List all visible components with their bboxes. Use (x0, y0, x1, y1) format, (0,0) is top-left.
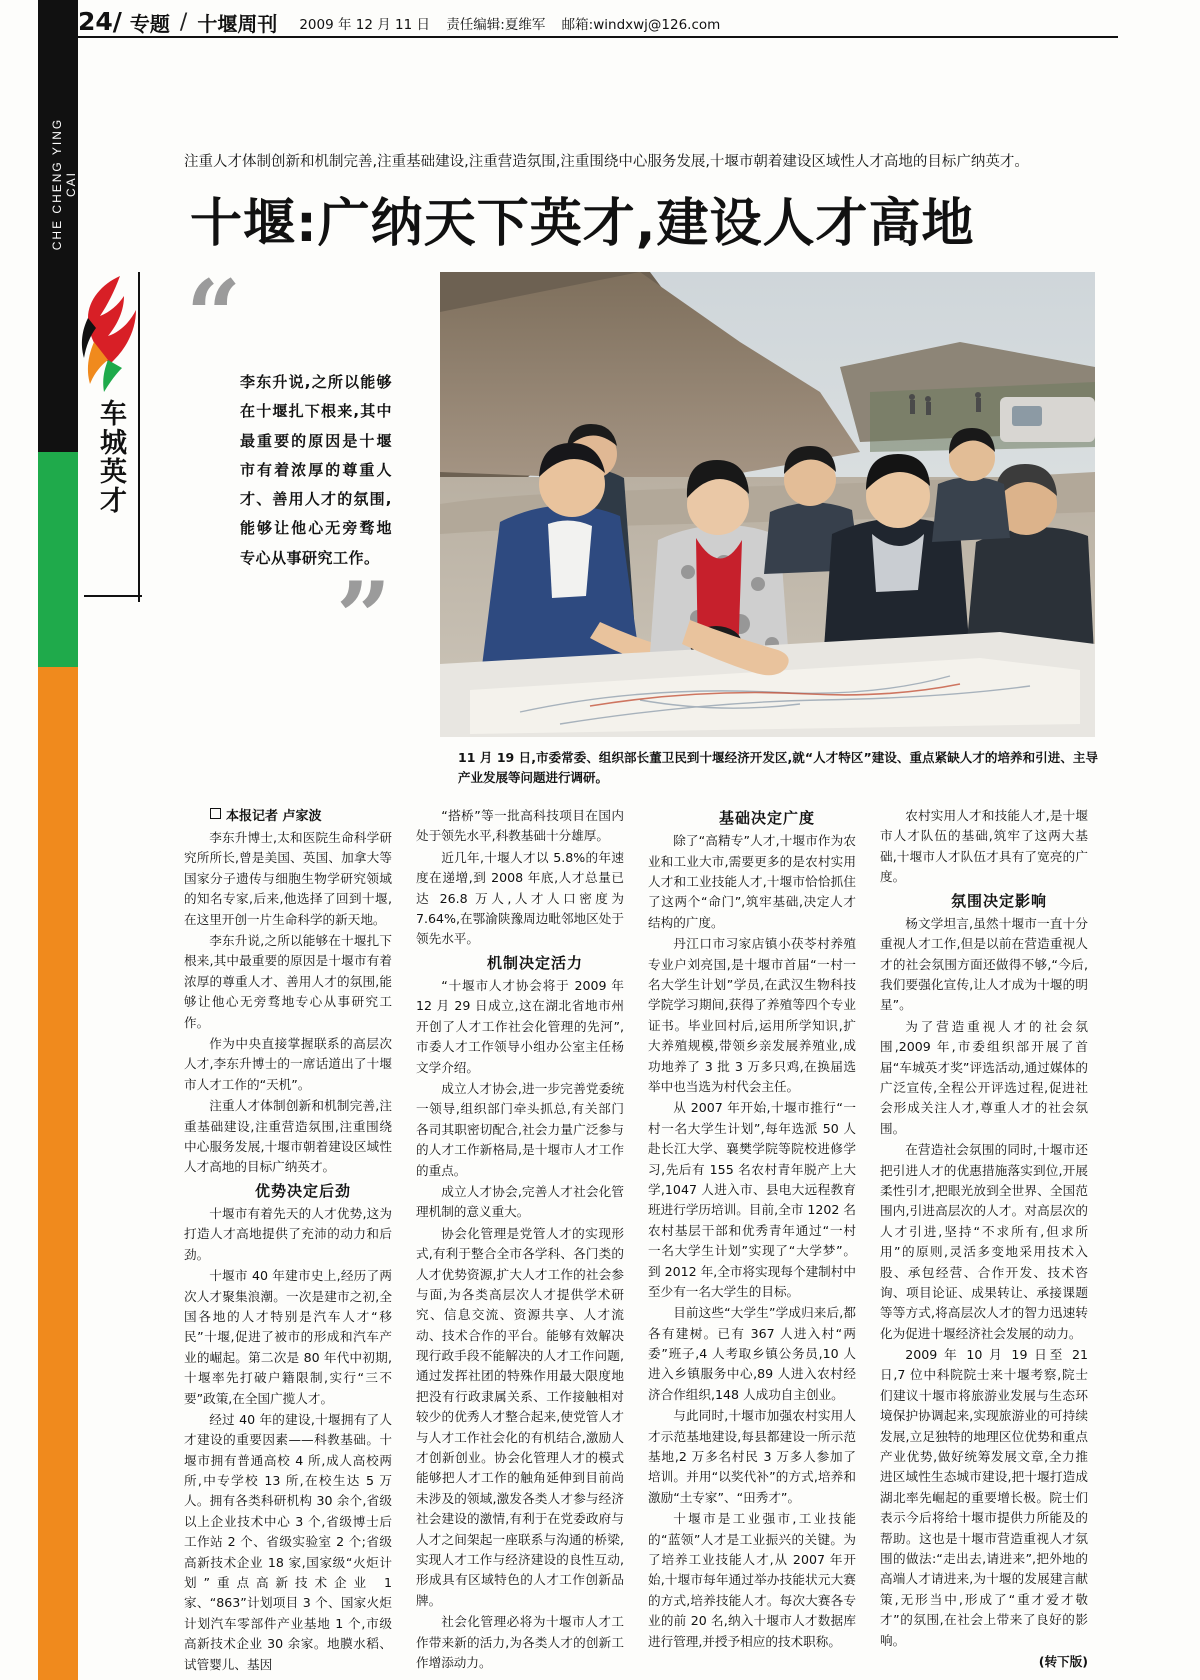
text-column-2 (416, 806, 624, 1670)
byline (184, 806, 392, 827)
sidebar-band-orange (38, 667, 78, 1680)
page-number: 24/ (78, 7, 122, 36)
publication-title: 十堰周刊 (197, 12, 278, 36)
quote-mark-close: ” (336, 561, 392, 674)
paragraph: “十堰市人才协会将于 2009 年 12 月 29 日成立,这在湖北省地市州开创了人才工作社会化管理的先河”,市委人才工作领导小组办公室主任杨文学介绍。 (416, 978, 624, 1075)
section-name: 专题 (129, 12, 170, 36)
continuation-note: (转下版) (1038, 1653, 1088, 1669)
vlabel-char-1: 车 (100, 399, 128, 430)
vertical-rule-cap (84, 595, 142, 597)
paragraph: 十堰市是工业强市,工业技能的“蓝领”人才是工业振兴的关键。为了培养工业技能人才,从 2007 年开始,十堰市每年通过举办技能状元大赛的方式,培养技能人才。每次大赛各专业的前 20 名,纳入十堰市人才数据库进行管理,并授予相应的技术职称。 (648, 1511, 856, 1649)
color-sidebar (38, 0, 78, 1680)
paragraph: 李东升博士,太和医院生命科学研究所所长,曾是美国、英国、加拿大等国家分子遗传与细胞生物学研究领域的知名专家,后来,他选择了回到十堰,在这里开创一片生命科学的新天地。 (184, 830, 392, 927)
subheading: 机制决定活力 (486, 953, 583, 972)
paragraph: 成立人才协会,完善人才社会化管理机制的意义重大。 (416, 1183, 624, 1220)
lead-paragraph: 注重人才体制创新和机制完善,注重基础建设,注重营造氛围,注重围绕中心服务发展,十堰市朝着建设区域性人才高地的目标广纳英才。 (184, 154, 1029, 170)
vlabel-char-3: 英 (100, 457, 128, 489)
quote-mark-open: “ (186, 259, 242, 372)
masthead-separator: / (179, 10, 188, 35)
editor-credit: 责任编辑:夏维军 (446, 16, 546, 33)
paragraph: “搭桥”等一批高科技项目在国内处于领先水平,科教基础十分雄厚。 (416, 808, 624, 844)
article-body (184, 806, 1114, 1672)
vertical-rule (138, 272, 140, 602)
paragraph: 李东升说,之所以能够在十堰扎下根来,其中最重要的原因是十堰市有着浓厚的尊重人才、善用人才的氛围,能够让他心无旁骛地专心从事研究工作。 (184, 933, 392, 1030)
vlabel-char-4: 才 (100, 486, 128, 518)
vlabel-char-2: 城 (100, 428, 128, 460)
paragraph: 从 2007 年开始,十堰市推行“一村一名大学生计划”,每年选派 50 人赴长江大学、襄樊学院等院校进修学习,先后有 155 名农村青年脱产上大学,1047 人进入市、县电大远程教育班进行学历培训。目前,全市 1202 名农村基层干部和优秀青年通过“一村一名大学生计划”实现了“大学梦”。到 2012 年,全市将实现每个建制村中至少有一名大学生的目标。 (648, 1100, 856, 1299)
article-headline: 十堰:广纳天下英才,建设人才高地 (190, 194, 975, 254)
paragraph: 在营造社会氛围的同时,十堰市还把引进人才的优惠措施落实到位,开展柔性引才,把眼光放到全世界、全国范围内,引进高层次的人才。对高层次的人才引进,坚持“不求所有,但求所用”的原则,灵活多变地采用技术入股、承包经营、合作开发、技术咨询、项目论证、成果转让、承接课题等等方式,将高层次人才的智力迅速转化为促进十堰经济社会发展的动力。 (880, 1142, 1088, 1341)
text-column-1 (184, 806, 392, 1672)
editor-email: 邮箱:windxwj@126.com (561, 16, 721, 33)
masthead-meta (299, 16, 732, 35)
photo-caption: 11 月 19 日,市委常委、组织部长董卫民到十堰经济开发区,就“人才特区”建设、重点紧缺人才的培养和引进、主导产业发展等问题进行调研。 (458, 750, 1098, 785)
flame-bird-logo (74, 272, 144, 397)
sidebar-band-black (38, 0, 78, 452)
paragraph: 为了营造重视人才的社会氛围,2009 年,市委组织部开展了首届“车城英才奖”评选活动,通过媒体的广泛宣传,全程公开评选过程,促进社会形成关注人才,尊重人才的社会氛围。 (880, 1018, 1088, 1136)
byline-text: 本报记者 卢家波 (226, 809, 322, 824)
text-column-4 (880, 806, 1088, 1669)
byline-box-icon (210, 808, 221, 819)
paragraph: 2009 年 10 月 19 日至 21 日,7 位中科院院士来十堰考察,院士们建议十堰市将旅游业发展与生态环境保护协调起来,实现旅游业的可持续发展,立足独特的地理区位优势和重点产业优势,做好统筹发展文章,全力推进区域性生态城市建设,把十堰打造成湖北率先崛起的重要增长极。院士们表示今后将给十堰市提供力所能及的帮助。这也是十堰市营造重视人才氛围的做法:“走出去,请进来”,把外地的高端人才请进来,为十堰的发展建言献策,无形当中,形成了“重才爱才敬才”的氛围,在社会上带来了良好的影响。 (880, 1347, 1088, 1648)
paragraph: 与此同时,十堰市加强农村实用人才示范基地建设,每县都建设一所示范基地,2 万多名村民 3 万多人参加了培训。并用“以奖代补”的方式,培养和激励“土专家”、“田秀才”。 (648, 1408, 856, 1505)
subheading: 氛围决定影响 (950, 891, 1047, 910)
paragraph: 协会化管理是党管人才的实现形式,有利于整合全市各学科、各门类的人才优势资源,扩大人才工作的社会参与面,为各类高层次人才提供学术研究、信息交流、资源共享、人才流动、技术合作的平台。能够有效解决现行政手段不能解决的人才工作问题,通过发挥社团的特殊作用最大限度地把没有行政隶属关系、工作接触相对较少的优秀人才整合起来,使党管人才与人才工作社会化的有机结合,激励人才创新创业。协会化管理人才的模式能够把人才工作的触角延伸到目前尚未涉及的领域,激发各类人才参与经济社会建设的激情,有利于在党委政府与人才之间架起一座联系与沟通的桥梁,实现人才工作与经济建设的良性互动,形成具有区域特色的人才工作创新品牌。 (416, 1225, 624, 1608)
photo-illustration (440, 272, 1095, 737)
paragraph: 除了“高精专”人才,十堰市作为农业和工业大市,需要更多的是农村实用人才和工业技能人才,十堰市恰恰抓住了这两个“命门”,筑牢基础,决定人才结构的广度。 (648, 833, 856, 930)
publish-date: 2009 年 12 月 11 日 (299, 16, 431, 33)
paragraph: 农村实用人才和技能人才,是十堰市人才队伍的基础,筑牢了这两大基础,十堰市人才队伍才具有了宽亮的广度。 (880, 808, 1088, 885)
paragraph: 十堰市有着先天的人才优势,这为打造人才高地提供了充沛的动力和后劲。 (184, 1205, 392, 1262)
masthead-rule (78, 36, 1118, 38)
paragraph: 近几年,十堰人才以 5.8%的年速度在递增,到 2008 年底,人才总量已达 26.8 万人,人才人口密度为 7.64%,在鄂渝陕豫周边毗邻地区处于领先水平。 (416, 849, 624, 947)
masthead (78, 4, 1118, 34)
text-column-3 (648, 806, 856, 1649)
paragraph: 杨文学坦言,虽然十堰市一直十分重视人才工作,但是以前在营造重视人才的社会氛围方面还做得不够,“今后,我们要强化宣传,让人才成为十堰的明星”。 (880, 915, 1088, 1013)
sidebar-band-green (38, 452, 78, 667)
paragraph: 丹江口市习家店镇小茯苓村养殖专业户刘亮国,是十堰市首届“一村一名大学生计划”学员,在武汉生物科技学院学习期间,获得了养殖等四个专业证书。毕业回村后,运用所学知识,扩大养殖规模,带领乡亲发展养殖业,成功地养了 3 批 3 万多只鸡,在换届选举中也当选为村代会主任。 (648, 936, 856, 1094)
paragraph: 作为中央直接掌握联系的高层次人才,李东升博士的一席话道出了十堰市人才工作的“天机”。 (184, 1035, 392, 1092)
sidebar-pinyin: CHE CHENG YING CAI (50, 117, 78, 251)
subheading: 优势决定后劲 (254, 1181, 351, 1200)
section-vertical-label (92, 400, 136, 517)
paragraph: 社会化管理必将为十堰市人才工作带来新的活力,为各类人才的创新工作增添动力。 (416, 1614, 624, 1670)
paragraph: 注重人才体制创新和机制完善,注重基础建设,注重营造氛围,注重围绕中心服务发展,十堰市朝着建设区域性人才高地的目标广纳英才。 (184, 1098, 392, 1175)
paragraph: 十堰市 40 年建市史上,经历了两次人才聚集浪潮。一次是建市之初,全国各地的人才特别是汽车人才“移民”十堰,促进了被市的形成和汽车产业的崛起。第二次是 80 年代中初期,十堰率先打破户籍限制,实行“三不要”政策,在全国广揽人才。 (184, 1268, 392, 1406)
paragraph: 经过 40 年的建设,十堰拥有了人才建设的重要因素——科教基础。十堰市拥有普通高校 4 所,成人高校两所,中专学校 13 所,在校生达 5 万人。拥有各类科研机构 30 余个,省级以上企业技术中心 3 个,省级博士后工作站 2 个、省级实验室 2 个;省级高新技术企业 18 家,国家级“火炬计划”重点高新技术企业 1 家、“863”计划项目 3 个、国家火炬计划汽车零部件产业基地 1 个,市级高新技术企业 30 余家。地膜水稻、试管婴儿、基因 (184, 1411, 392, 1672)
paragraph: 成立人才协会,进一步完善党委统一领导,组织部门牵头抓总,有关部门各司其职密切配合,社会力量广泛参与的人才工作新格局,是十堰市人才工作的重点。 (416, 1080, 624, 1178)
article-photo (440, 272, 1095, 737)
pull-quote-text: 李东升说,之所以能够在十堰扎下根来,其中最重要的原因是十堰市有着浓厚的尊重人才、善用人才的氛围,能够让他心无旁骛地专心从事研究工作。 (240, 373, 392, 567)
paragraph: 目前这些“大学生”学成归来后,都各有建树。已有 367 人进入村“两委”班子,4 人考取乡镇公务员,10 人进入乡镇服务中心,89 人进入农村经济合作组织,148 人成功自主创业。 (648, 1305, 856, 1402)
subheading: 基础决定广度 (718, 809, 815, 827)
